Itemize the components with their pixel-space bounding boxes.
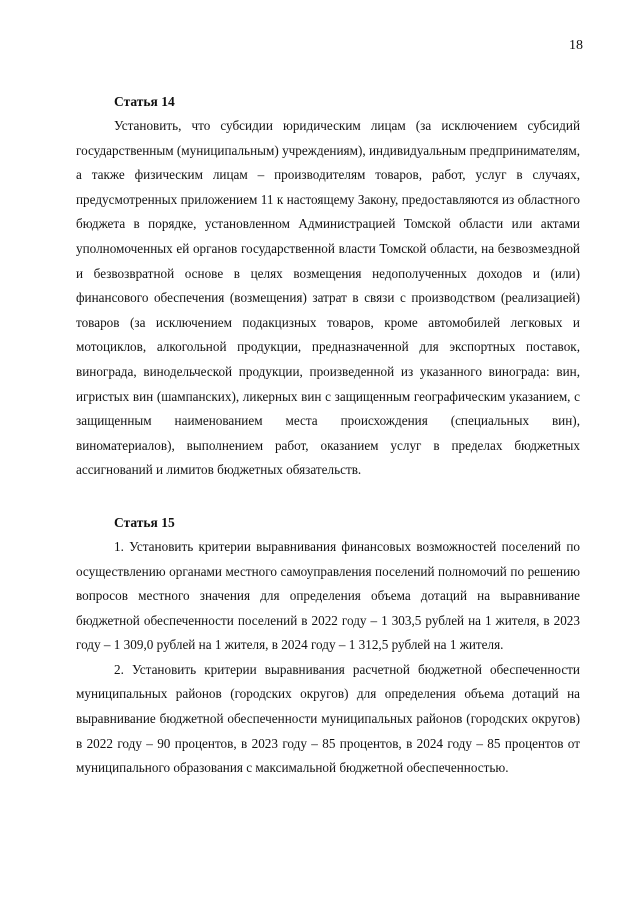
article-14-heading: Статья 14 — [114, 94, 175, 109]
document-body — [76, 90, 580, 781]
article-15-heading: Статья 15 — [114, 514, 175, 530]
page-number: 18 — [569, 38, 583, 53]
article-15-paragraph-2: 2. Установить критерии выравнивания расчетной бюджетной обеспеченности муниципальных районов (городских округов) для определения объема дотаций на выравнивание бюджетной обеспеченности муниципальных районов (городских округов) в 2022 году – 90 процентов, в 2023 году – 85 процентов, в 2024 году – 85 процентов от муниципального образования с максимальной бюджетной обеспеченностью. — [76, 661, 580, 776]
article-15-paragraph-1: 1. Установить критерии выравнивания финансовых возможностей поселений по осуществлению органами местного самоуправления поселений полномочий по решению вопросов местного значения для определения объема дотаций на выравнивание бюджетной обеспеченности поселений в 2022 году – 1 303,5 рублей на 1 жителя, в 2023 году – 1 309,0 рублей на 1 жителя, в 2024 году – 1 312,5 рублей на 1 жителя. — [76, 538, 580, 653]
article-14-paragraph: Установить, что субсидии юридическим лицам (за исключением субсидий государственным (муниципальным) учреждениям), индивидуальным предпринимателям, а также физическим лицам – производителям товаров, работ, услуг в случаях, предусмотренных приложением 11 к настоящему Закону, предоставляются из областного бюджета в порядке, установленном Администрацией Томской области или актами уполномоченных ей органов государственной власти Томской области, на безвозмездной и безвозвратной основе в целях возмещения недополученных доходов и (или) финансового обеспечения (возмещения) затрат в связи с производством (реализацией) товаров (за исключением подакцизных товаров, кроме автомобилей легковых и мотоциклов, алкогольной продукции, предназначенной для экспортных поставок, винограда, винодельческой продукции, произведенной из указанного винограда: вин, игристых вин (шампанских), ликерных вин с защищенным географическим указанием, с защищенным наименованием места происхождения (специальных вин), виноматериалов), выполнением работ, оказанием услуг в пределах бюджетных ассигнований и лимитов бюджетных обязательств. — [76, 118, 580, 478]
